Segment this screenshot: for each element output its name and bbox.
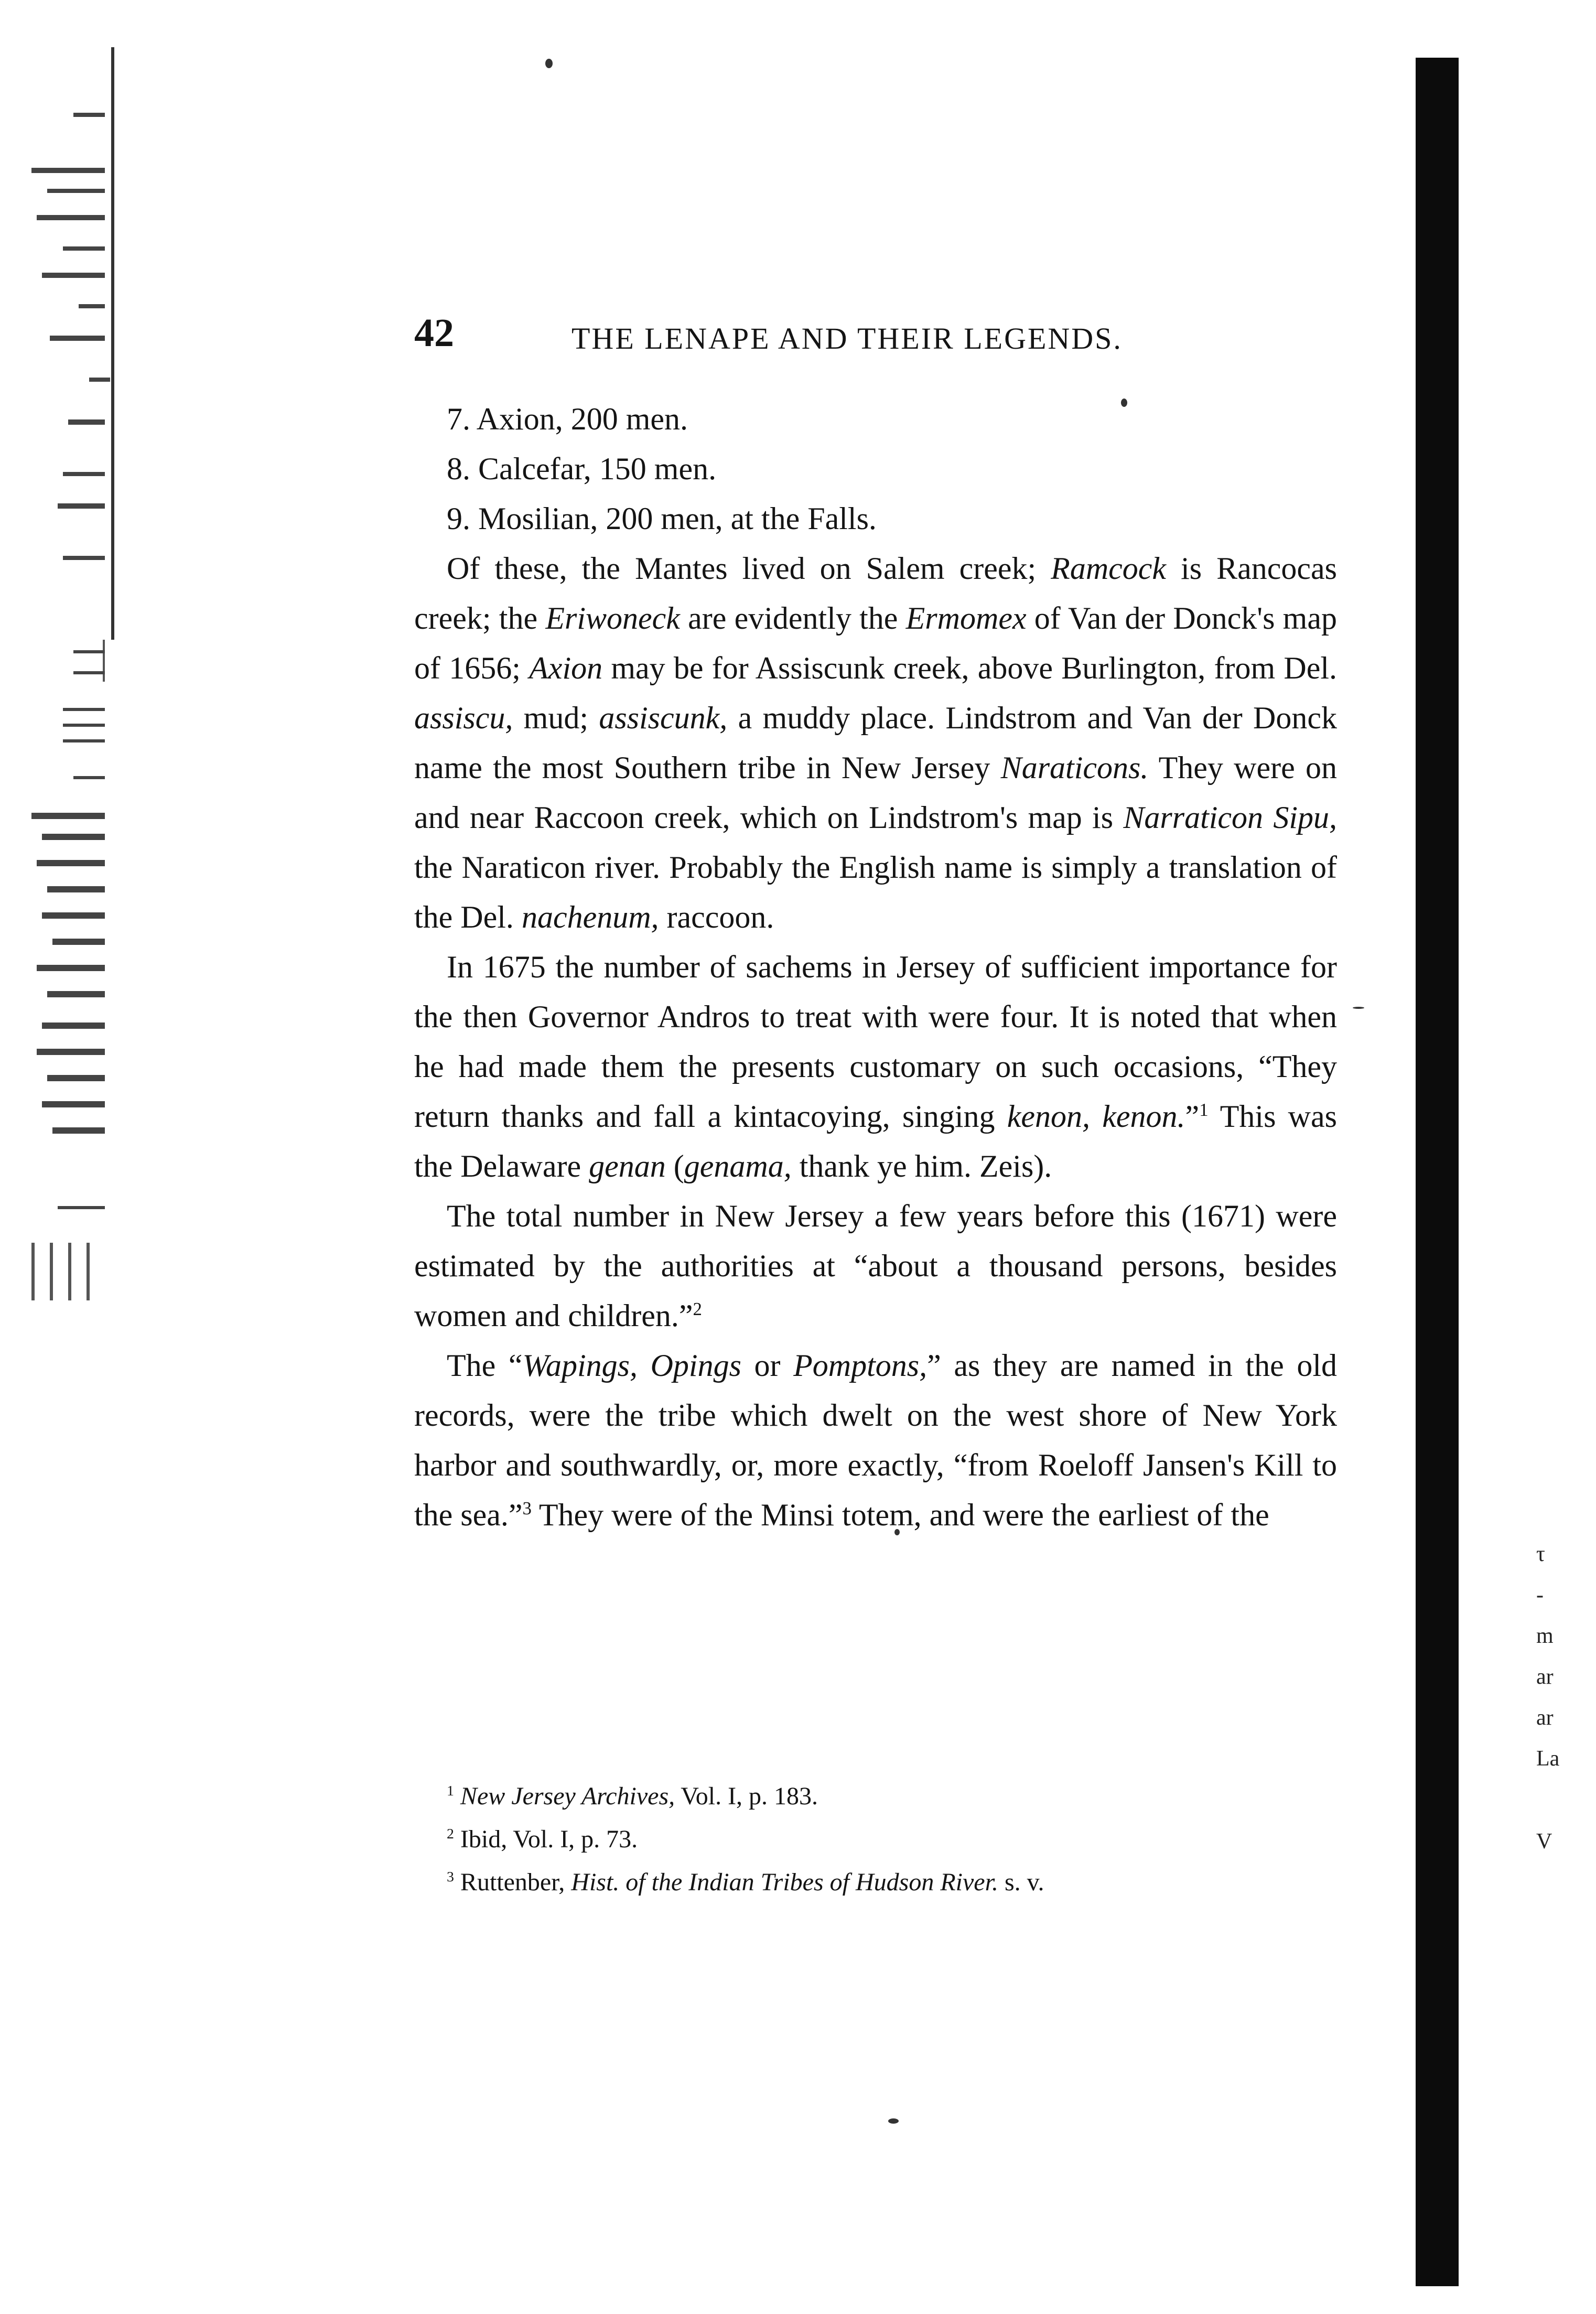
- paragraph-sachems: In 1675 the number of sachems in Jersey of sufficient importance for the then Governor Andros to treat with were four. It is noted that when he had made them the presents customary on such occasions, “They return thanks and fall a kintacoying, singing kenon, kenon.”$^1$ This was the Delaware genan (genama, thank ye him. Zeis).: [414, 950, 1337, 1183]
- footnotes: [414, 1775, 1337, 1904]
- scanned-page-edge: [0, 0, 131, 2314]
- running-head: [414, 310, 1353, 368]
- fragment: ar: [1536, 1665, 1554, 1689]
- footnote-ref: 1: [1199, 1100, 1209, 1120]
- page-number: 42: [414, 311, 454, 355]
- fragment: ar: [1536, 1706, 1554, 1730]
- fragment: τ: [1536, 1542, 1545, 1566]
- list-item: 9. Mosilian, 200 men, at the Falls.: [447, 501, 877, 536]
- scan-speck: [888, 2118, 899, 2124]
- scan-speck: [545, 59, 553, 68]
- list-item: 7. Axion, 200 men.: [447, 402, 688, 436]
- fragment: -: [1536, 1583, 1544, 1607]
- paragraph-tribes: Of these, the Mantes lived on Salem creek; Ramcock is Rancocas creek; the Eriwoneck are evidently the Ermomex of Van der Donck's map of 1656; Axion may be for Assiscunk creek, above Burlington, from Del. assiscu, mud; assiscunk, a muddy place. Lindstrom and Van der Donck name the most Southern tribe in New Jersey Naraticons. They were on and near Raccoon creek, which on Lindstrom's map is Narraticon Sipu, the Naraticon river. Probably the English name is simply a translation of the Del. nachenum, raccoon.: [414, 551, 1338, 934]
- fragment: V: [1536, 1829, 1552, 1854]
- list-item: 8. Calcefar, 150 men.: [447, 451, 717, 486]
- paragraph-total-number: The total number in New Jersey a few years before this (1671) were estimated by the authorities at “about a thousand persons, besides women and children.”$^2$: [414, 1199, 1337, 1333]
- binding-shadow: [1416, 58, 1459, 2286]
- footnote: $^2$ Ibid, Vol. I, p. 73.: [447, 1825, 638, 1853]
- footnote-ref: 2: [693, 1299, 702, 1319]
- body-text: [414, 394, 1337, 1540]
- scan-speck: [1353, 1007, 1364, 1009]
- footnote: $^1$ New Jersey Archives, Vol. I, p. 183.: [447, 1782, 818, 1810]
- facing-page-fragments: [1536, 1534, 1589, 1862]
- running-title: THE LENAPE AND THEIR LEGENDS.: [571, 321, 1123, 356]
- paragraph-wapings: The “Wapings, Opings or Pomptons,” as they are named in the old records, were the tribe which dwelt on the west shore of New York harbor and southwardly, or, more exactly, “from Roeloff Jansen's Kill to the sea.”$^3$ They were of the Minsi totem, and were the earliest of the: [414, 1348, 1337, 1532]
- footnote-ref: 3: [522, 1498, 532, 1519]
- fragment: La: [1536, 1747, 1560, 1771]
- fragment: m: [1536, 1624, 1554, 1648]
- footnote: $^3$ Ruttenber, Hist. of the Indian Tribes of Hudson River. s. v.: [447, 1868, 1044, 1896]
